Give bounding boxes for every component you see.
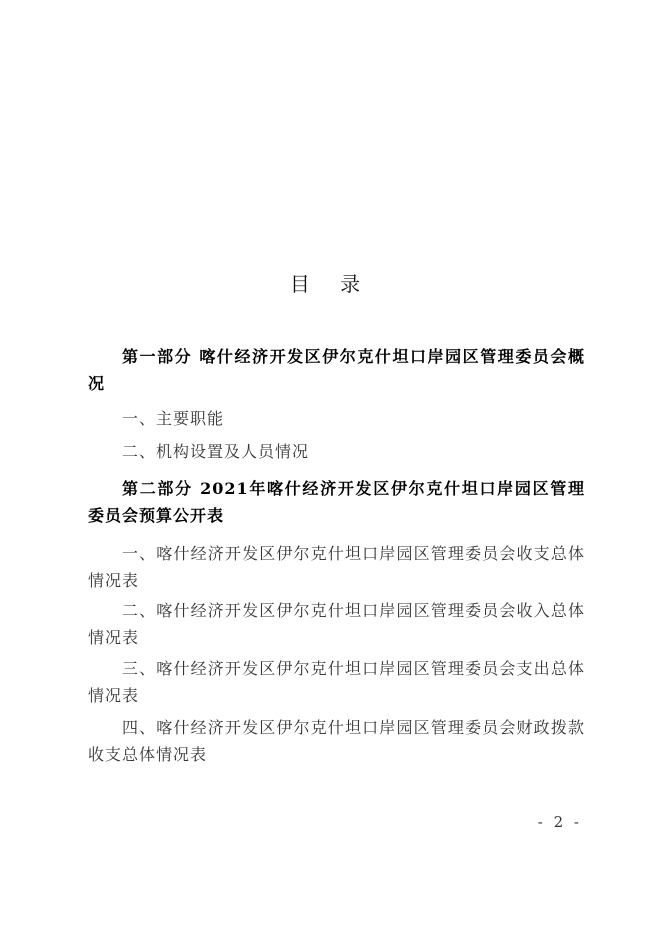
toc-item-organization-staff: 二、机构设置及人员情况 bbox=[122, 442, 310, 461]
page-title: 目 录 bbox=[289, 272, 373, 296]
page-number: - 2 - bbox=[537, 813, 582, 831]
toc-section-part-one: 第一部分 喀什经济开发区伊尔克什坦口岸园区管理委员会概况 bbox=[88, 347, 585, 393]
toc-section-part-two: 第二部分 2021年喀什经济开发区伊尔克什坦口岸园区管理委员会预算公开表 bbox=[88, 479, 585, 525]
toc-item-expenditure: 三、喀什经济开发区伊尔克什坦口岸园区管理委员会支出总体情况表 bbox=[88, 659, 585, 705]
toc-item-revenue-expenditure: 一、喀什经济开发区伊尔克什坦口岸园区管理委员会收支总体情况表 bbox=[88, 544, 585, 590]
toc-item-main-functions: 一、主要职能 bbox=[122, 409, 225, 428]
toc-item-revenue: 二、喀什经济开发区伊尔克什坦口岸园区管理委员会收入总体情况表 bbox=[88, 601, 585, 647]
toc-item-fiscal-appropriation: 四、喀什经济开发区伊尔克什坦口岸园区管理委员会财政拨款收支总体情况表 bbox=[88, 718, 585, 764]
